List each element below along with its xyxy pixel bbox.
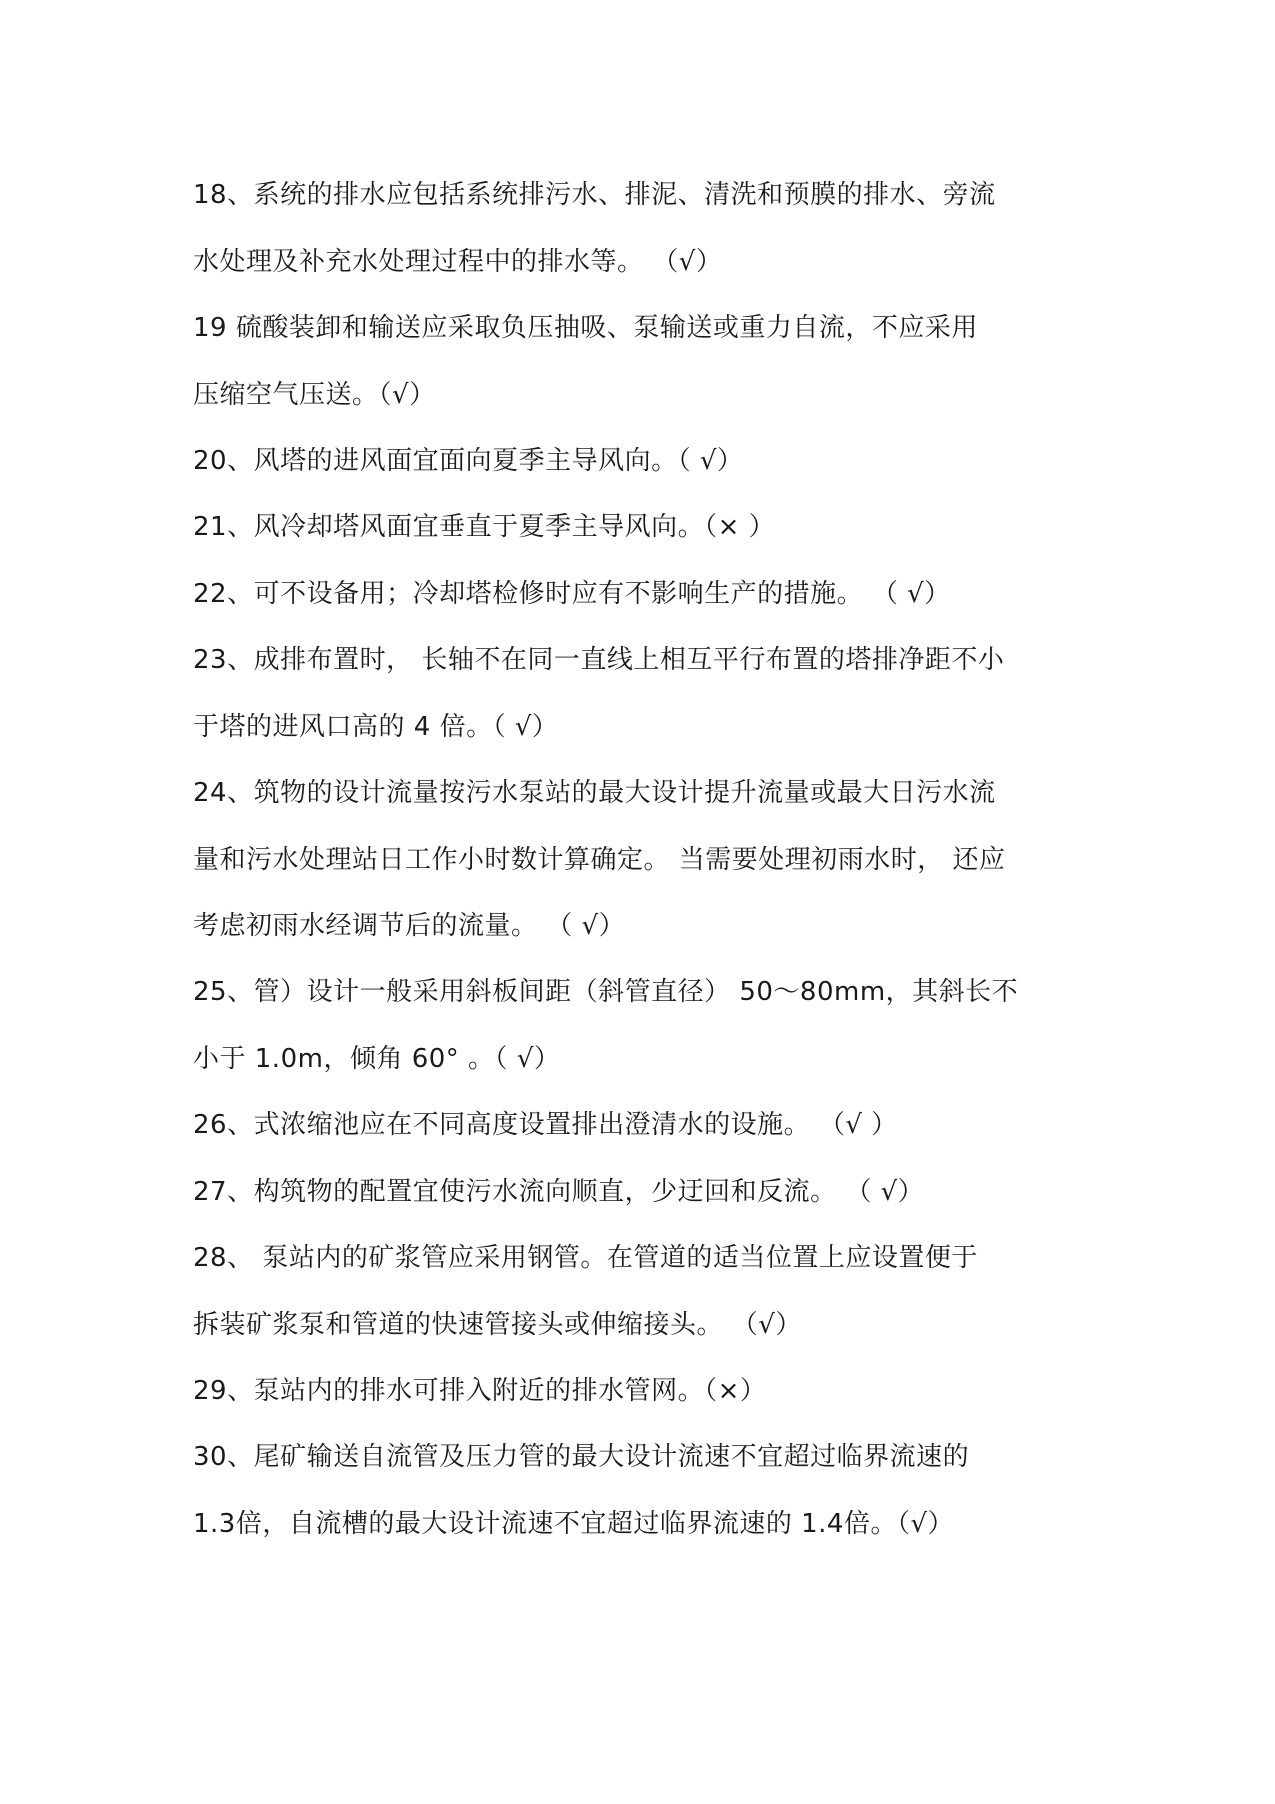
text-line-27: 27、构筑物的配置宜使污水流向顺直，少迂回和反流。 （ √） bbox=[193, 1177, 925, 1207]
text-line-18a: 18、系统的排水应包括系统排污水、排泥、清洗和预膜的排水、旁流 bbox=[193, 180, 996, 210]
text-line-21: 21、风冷却塔风面宜垂直于夏季主导风向。（× ） bbox=[193, 512, 776, 542]
text-line-25a: 25、管）设计一般采用斜板间距（斜管直径） 50～80mm，其斜长不 bbox=[193, 977, 1019, 1007]
text-line-24c: 考虑初雨水经调节后的流量。 （ √） bbox=[193, 911, 626, 941]
text-line-30b: 1.3倍，自流槽的最大设计流速不宜超过临界流速的 1.4倍。（√） bbox=[193, 1509, 955, 1539]
text-line-18b: 水处理及补充水处理过程中的排水等。 （√） bbox=[193, 247, 723, 277]
text-line-29: 29、泵站内的排水可排入附近的排水管网。（×） bbox=[193, 1376, 767, 1406]
text-line-24a: 24、筑物的设计流量按污水泵站的最大设计提升流量或最大日污水流 bbox=[193, 778, 996, 808]
text-line-30a: 30、尾矿输送自流管及压力管的最大设计流速不宜超过临界流速的 bbox=[193, 1442, 970, 1472]
text-line-22: 22、可不设备用；冷却塔检修时应有不影响生产的措施。 （ √） bbox=[193, 579, 951, 609]
text-line-24b: 量和污水处理站日工作小时数计算确定。 当需要处理初雨水时， 还应 bbox=[193, 845, 1006, 875]
text-line-23b: 于塔的进风口高的 4 倍。（ √） bbox=[193, 712, 559, 742]
text-line-28b: 拆装矿浆泵和管道的快速管接头或伸缩接头。 （√） bbox=[193, 1310, 802, 1340]
text-line-19a: 19 硫酸装卸和输送应采取负压抽吸、泵输送或重力自流，不应采用 bbox=[193, 313, 978, 343]
text-line-23a: 23、成排布置时， 长轴不在同一直线上相互平行布置的塔排净距不小 bbox=[193, 645, 1005, 675]
text-line-19b: 压缩空气压送。（√） bbox=[193, 380, 436, 410]
text-line-26: 26、式浓缩池应在不同高度设置排出澄清水的设施。 （√ ） bbox=[193, 1110, 898, 1140]
text-line-25b: 小于 1.0m，倾角 60° 。（ √） bbox=[193, 1044, 561, 1074]
text-line-20: 20、风塔的进风面宜面向夏季主导风向。（ √） bbox=[193, 446, 744, 476]
text-line-28a: 28、 泵站内的矿浆管应采用钢管。在管道的适当位置上应设置便于 bbox=[193, 1243, 978, 1273]
